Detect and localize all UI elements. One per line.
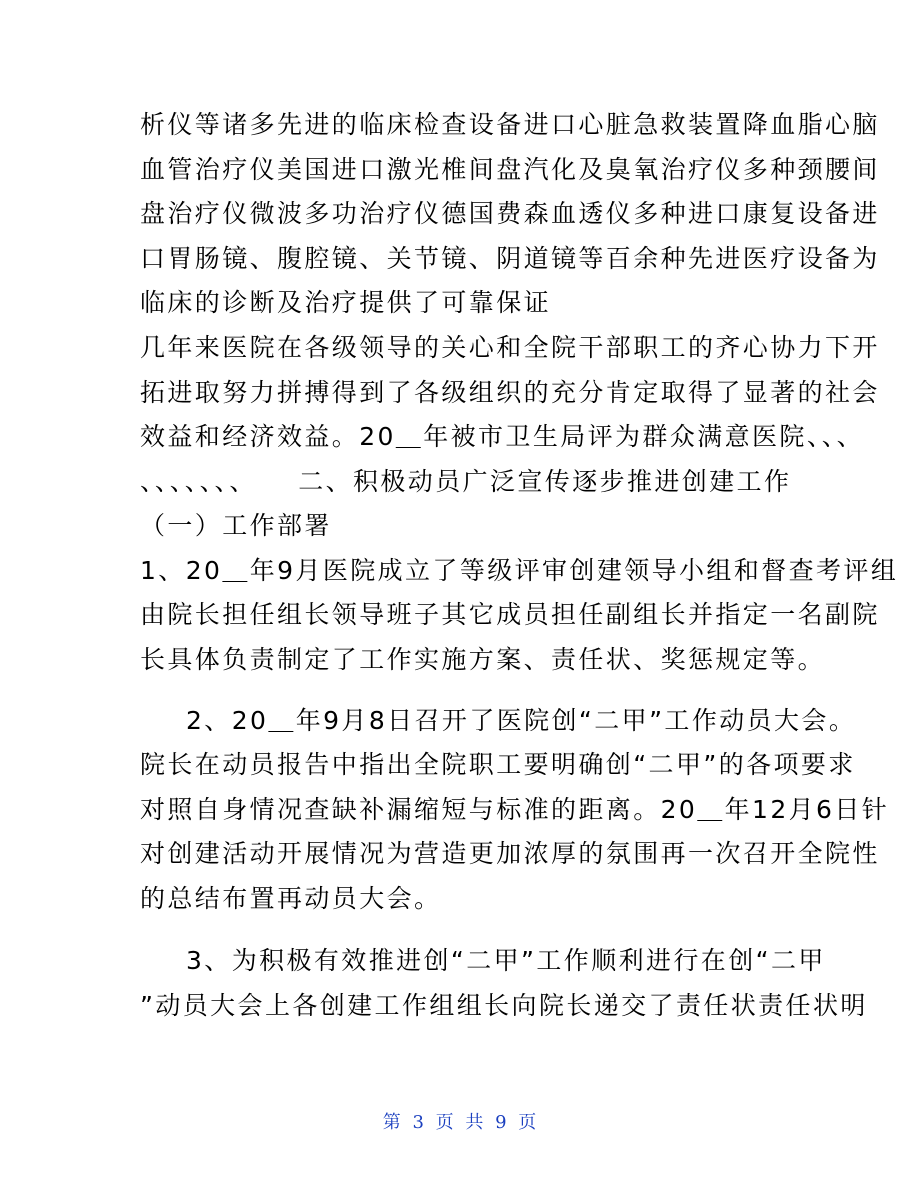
body-text-line: 析仪等诸多先进的临床检查设备进口心脏急救装置降血脂心脑 [140, 110, 880, 139]
body-text-line: 口胃肠镜、腹腔镜、关节镜、阴道镜等百余种先进医疗设备为 [140, 244, 880, 273]
body-text-line: 血管治疗仪美国进口激光椎间盘汽化及臭氧治疗仪多种颈腰间 [140, 155, 880, 184]
body-text-line: 对照自身情况查缺补漏缩短与标准的距离。20＿年12月6日针 [140, 795, 890, 824]
body-text-line: 由院长担任组长领导班子其它成员担任副组长并指定一名副院 [140, 600, 880, 629]
body-text-line: 拓进取努力拼搏得到了各级组织的充分肯定取得了显著的社会 [140, 378, 880, 407]
body-text-line: 盘治疗仪微波多功治疗仪德国费森血透仪多种进口康复设备进 [140, 199, 880, 228]
body-text-line: 几年来医院在各级领导的关心和全院干部职工的齐心协力下开 [140, 333, 880, 362]
body-text-line: 1、20＿年9月医院成立了等级评审创建领导小组和督查考评组 [140, 556, 899, 585]
body-text-line: 院长在动员报告中指出全院职工要明确创“二甲”的各项要求 [140, 750, 856, 779]
body-text-line: 长具体负责制定了工作实施方案、责任状、奖惩规定等。 [140, 645, 826, 674]
body-text-line: 、、、、、、、 二、积极动员广泛宣传逐步推进创建工作 [140, 467, 792, 496]
page-number-footer: 第 3 页 共 9 页 [382, 1112, 538, 1133]
body-text-line: ”动员大会上各创建工作组组长向院长递交了责任状责任状明 [140, 991, 868, 1020]
body-text-line: 临床的诊断及治疗提供了可靠保证 [140, 288, 552, 317]
body-text-line: 3、为积极有效推进创“二甲”工作顺利进行在创“二甲 [186, 946, 826, 975]
body-text-line: 对创建活动开展情况为营造更加浓厚的氛围再一次召开全院性 [140, 839, 880, 868]
body-text-line: 效益和经济效益。20＿年被市卫生局评为群众满意医院、、、 [140, 422, 865, 451]
body-text-line: 2、20＿年9月8日召开了医院创“二甲”工作动员大会。 [186, 706, 857, 735]
body-text-line: 的总结布置再动员大会。 [140, 884, 442, 913]
section-heading: （一）工作部署 [140, 511, 332, 540]
